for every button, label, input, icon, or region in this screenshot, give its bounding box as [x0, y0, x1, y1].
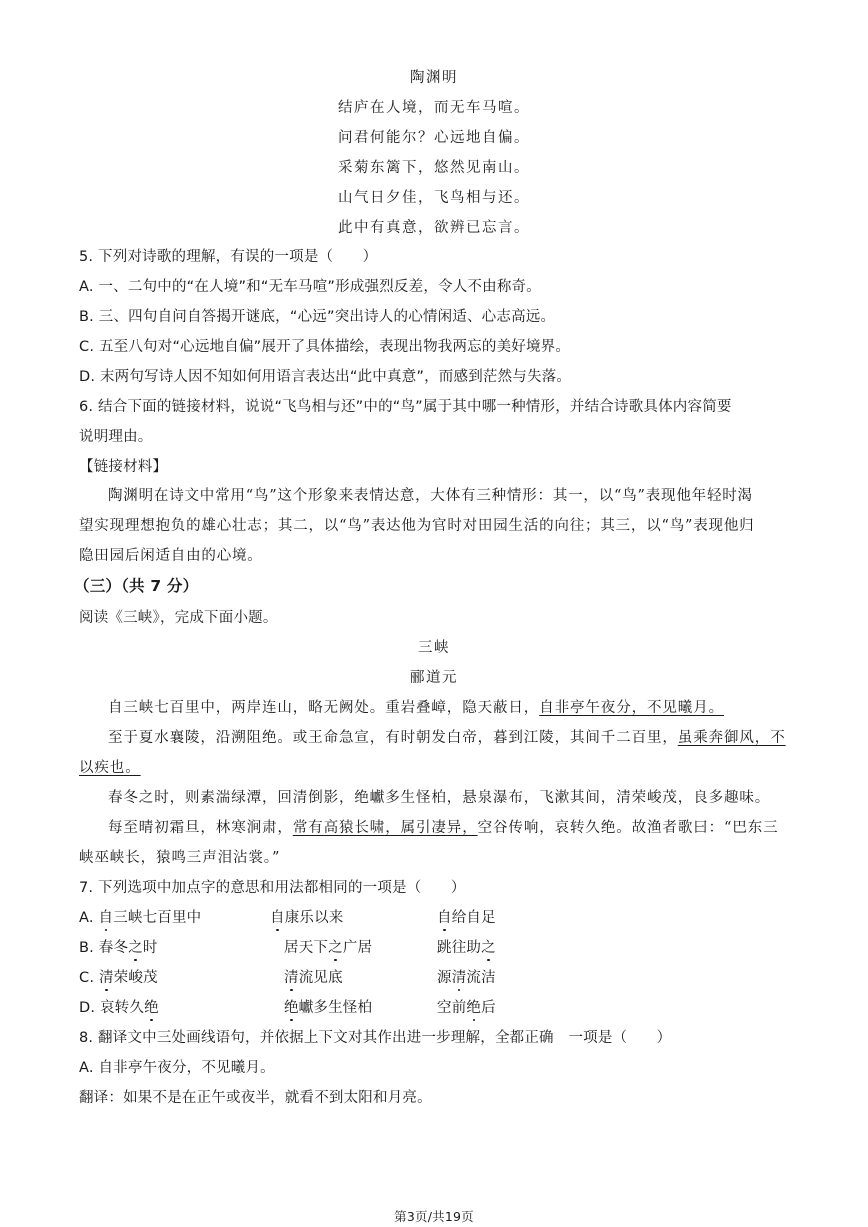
dotted-char: 清	[284, 970, 299, 986]
dotted-char: 之	[481, 940, 496, 956]
dotted-char: 自	[437, 910, 452, 926]
dotted-char: 绝	[144, 1000, 159, 1016]
question-6-stem-cont: 说明理由。	[79, 429, 153, 445]
question-7-option-d: D. 哀转久绝	[79, 1000, 159, 1016]
passage-paragraph-1	[108, 696, 724, 717]
dotted-char: 自	[270, 910, 285, 926]
passage-paragraph-4	[108, 816, 779, 837]
question-5-option-b: B. 三、四句自问自答揭开谜底，“心远”突出诗人的心情闲适、心志高远。	[79, 309, 556, 325]
poem-line: 此中有真意，欲辨已忘言。	[338, 220, 530, 236]
question-8-translation: 翻译：如果不是在正午或夜半，就看不到太阳和月亮。	[79, 1090, 432, 1106]
question-7-option-c-col2: 清流见底	[284, 970, 343, 986]
passage-title: 三峡	[418, 640, 450, 656]
passage-text: 自三峡七百里中，两岸连山，略无阙处。重岩叠嶂，隐天蔽日，	[108, 700, 540, 716]
dotted-char: 之	[128, 940, 143, 956]
page-number: 第3页/共19页	[394, 1209, 474, 1224]
question-8-stem: 8. 翻译文中三处画线语句，并依据上下文对其作出进一步理解，全都正确 一项是（ ）	[79, 1030, 672, 1046]
passage-text: 空谷传响，哀转久绝。故渔者歌曰：“巴东三	[477, 820, 779, 836]
poem-line: 结庐在人境，而无车马喧。	[338, 100, 530, 116]
question-5-option-d: D. 末两句写诗人因不知如何用语言表达出“此中真意”，而感到茫然与失落。	[79, 369, 572, 385]
dotted-char: 之	[328, 940, 343, 956]
link-material-line: 陶渊明在诗文中常用“鸟”这个形象来表情达意，大体有三种情形：其一，以“鸟”表现他年轻时渴	[108, 488, 753, 504]
poem-author: 陶渊明	[410, 70, 458, 86]
question-7-option-c-col3: 源清流洁	[437, 970, 496, 986]
question-7-option-b-col2: 居天下之广居	[284, 940, 373, 956]
underlined-sentence-2: 虽乘奔御风，不	[677, 730, 786, 746]
question-5-option-c: C. 五至八句对“心远地自偏”展开了具体描绘，表现出物我两忘的美好境界。	[79, 339, 571, 355]
poem-line: 问君何能尔？心远地自偏。	[338, 130, 530, 146]
question-5-stem: 5. 下列对诗歌的理解，有误的一项是（ ）	[79, 249, 378, 265]
question-7-option-d-col3: 空前绝后	[437, 1000, 496, 1016]
option-label: D.	[79, 1000, 100, 1016]
dotted-char: 自	[98, 910, 114, 926]
passage-author: 郦道元	[410, 670, 458, 686]
dotted-char: 绝	[284, 1000, 299, 1016]
underlined-sentence-2-cont: 以疾也。	[79, 760, 141, 776]
question-7-option-c: C. 清荣峻茂	[79, 970, 158, 986]
question-7-option-a-col3: 自给自足	[437, 910, 496, 926]
poem-line: 采菊东篱下，悠然见南山。	[338, 160, 530, 176]
dotted-char: 清	[98, 970, 114, 986]
question-7-stem: 7. 下列选项中加点字的意思和用法都相同的一项是（ ）	[79, 880, 466, 896]
question-7-option-d-col2: 绝巘多生怪柏	[284, 1000, 373, 1016]
underlined-sentence-3: 常有高猿长啸，属引凄异，	[292, 820, 478, 836]
passage-text: 至于夏水襄陵，沿溯阻绝。或王命急宣，有时朝发白帝，暮到江陵，其间千二百里，	[108, 730, 678, 746]
option-label: C.	[79, 970, 99, 986]
link-material-line: 隐田园后闲适自由的心境。	[79, 548, 263, 564]
passage-paragraph-2	[108, 726, 786, 747]
section-heading: （三）（共 7 分）	[74, 577, 199, 595]
dotted-char: 绝	[466, 1000, 482, 1016]
dotted-char: 清	[451, 970, 467, 986]
passage-paragraph-3: 春冬之时，则素湍绿潭，回清倒影，绝巘多生怪柏，悬泉瀑布，飞漱其间，清荣峻茂，良多趣味。	[108, 790, 771, 806]
option-label: A.	[79, 910, 99, 926]
question-5-option-a: A. 一、二句中的“在人境”和“无车马喧”形成强烈反差，令人不由称奇。	[79, 279, 541, 295]
link-material-title: 【链接材料】	[79, 459, 168, 475]
passage-paragraph-2-cont	[79, 756, 141, 777]
passage-text: 每至晴初霜旦，林寒涧肃，	[108, 820, 293, 836]
question-8-option-a: A. 自非亭午夜分，不见曦月。	[79, 1060, 275, 1076]
underlined-sentence-1: 自非亭午夜分，不见曦月。	[539, 700, 725, 716]
question-6-stem: 6. 结合下面的链接材料，说说“飞鸟相与还”中的“鸟”属于其中哪一种情形，并结合诗歌具体内容简要	[79, 399, 732, 415]
reading-instruction: 阅读《三峡》，完成下面小题。	[79, 610, 278, 626]
poem-line: 山气日夕佳，飞鸟相与还。	[338, 190, 530, 206]
option-label: B.	[79, 940, 99, 956]
question-7-option-b-col3: 跳往助之	[437, 940, 496, 956]
question-7-option-a: A. 自三峡七百里中	[79, 910, 202, 926]
question-7-option-b: B. 春冬之时	[79, 940, 158, 956]
link-material-line: 望实现理想抱负的雄心壮志；其二，以“鸟”表达他为官时对田园生活的向往；其三，以“鸟”表现他归	[79, 518, 755, 534]
question-7-option-a-col2: 自康乐以来	[270, 910, 344, 926]
passage-paragraph-4-cont: 峡巫峡长，猿鸣三声泪沾裳。”	[79, 850, 281, 866]
